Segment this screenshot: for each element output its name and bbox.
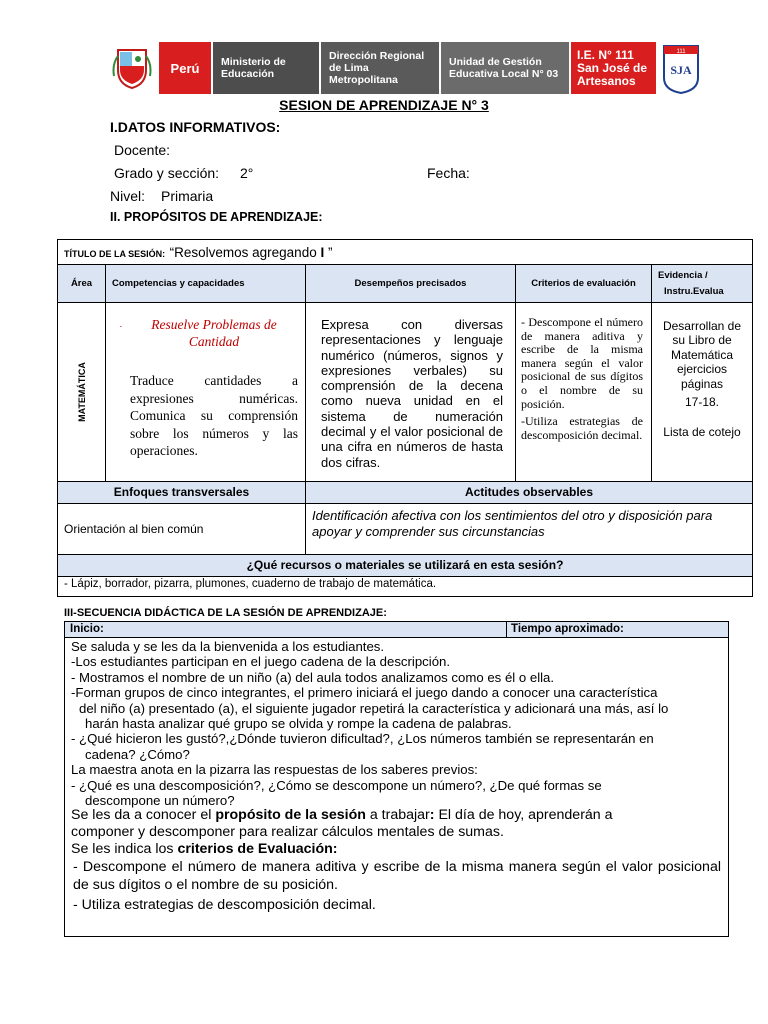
header-criterios-label: Criterios de evaluación	[531, 278, 636, 289]
inicio-line: -Los estudiantes participan en el juego cadena de la descripción.	[71, 654, 451, 670]
proposito-colon: :	[429, 807, 435, 823]
header-competencias: Competencias y capacidades	[106, 265, 305, 302]
secuencia-heading: III-SECUENCIA DIDÁCTICA DE LA SESIÓN DE APRENDIZAJE:	[64, 607, 387, 619]
inicio-header: Inicio:	[65, 622, 506, 637]
school-logo-text: SJA	[670, 63, 692, 77]
proposito-line-2: componer y descomponer para realizar cálculos mentales de sumas.	[71, 824, 504, 840]
evidencia-value: Desarrollan de su Libro de Matemática ejercicios páginas	[662, 319, 742, 391]
titulo-bold: I	[320, 245, 325, 260]
capacidades-text: Traduce cantidades a expresiones numéricas. Comunica su comprensión sobre los números y las operaciones.	[130, 373, 298, 458]
desempeno-cell: Expresa con diversas representaciones y lenguaje numérico (números, signos y expresiones verbales) su comprensión de la decena como nueva unidad en el sistema de numeración decimal y el valor posicional de una cifra en números de hasta dos cifras.	[306, 303, 515, 481]
fecha-label: Fecha:	[427, 165, 470, 181]
proposito-pre: Se les da a conocer el	[71, 807, 216, 823]
propositos-heading: II. PROPÓSITOS DE APRENDIZAJE:	[110, 210, 323, 224]
recursos-value: - Lápiz, borrador, pizarra, plumones, cuaderno de trabajo de matemática.	[58, 577, 752, 596]
inicio-line: del niño (a) presentado (a), el siguiente jugador repetirá la característica y adicionará una más, así lo	[79, 700, 669, 716]
competencia-title	[120, 316, 298, 350]
inicio-line: -Forman grupos de cinco integrantes, el primero iniciará el juego dando a conocer una característica	[71, 685, 658, 701]
tiempo-header: Tiempo aproximado:	[507, 622, 728, 637]
evidencia-cell	[652, 303, 752, 481]
docente-label: Docente:	[114, 142, 171, 158]
actitudes-header: Actitudes observables	[306, 482, 752, 503]
peru-coat-of-arms-icon	[104, 42, 159, 94]
enfoque-value: Orientación al bien común	[58, 504, 305, 554]
school-logo-icon	[662, 44, 700, 94]
institucion-label	[569, 42, 656, 94]
header-instru-label: Instru.Evalua	[664, 286, 724, 297]
proposito-block	[71, 807, 613, 858]
header-desempenos: Desempeños precisados	[306, 265, 515, 302]
area-cell	[58, 303, 105, 481]
peru-label: Perú	[159, 42, 211, 94]
titulo-label: TÍTULO DE LA SESIÓN:	[64, 249, 166, 259]
titulo-value: “Resolvemos agregando	[169, 245, 321, 260]
inicio-line: descompone un número?	[85, 793, 235, 809]
criterios-bold: criterios de Evaluación:	[177, 841, 338, 857]
header-banner	[104, 42, 656, 94]
recursos-header: ¿Qué recursos o materiales se utilizará en esta sesión?	[58, 555, 752, 576]
competencias-cell	[106, 303, 305, 481]
secuencia-table	[64, 621, 729, 937]
header-area: Área	[58, 265, 105, 302]
proposito-bold: propósito de la sesión	[215, 807, 366, 823]
ie-number: I.E. N° 111	[577, 47, 634, 62]
actitud-value: Identificación afectiva con los sentimientos del otro y disposición para apoyar y comprender sus circunstancias	[306, 504, 752, 554]
school-logo-number: 111	[676, 49, 686, 55]
grado-label: Grado y sección:	[114, 165, 220, 181]
instrumento-value: Lista de cotejo	[663, 425, 741, 440]
inicio-line: - Mostramos el nombre de un niño (a) del aula todos analizamos como es él o ella.	[71, 669, 555, 685]
enfoques-header: Enfoques transversales	[58, 482, 305, 503]
inicio-line: - ¿Qué hicieron les gustó?,¿Dónde tuvieron dificultad?, ¿Los números también se representarán en	[71, 731, 654, 747]
criterio-b: - Utiliza estrategias de descomposición decimal.	[73, 897, 376, 913]
proposito-line	[71, 807, 613, 824]
header-criterios	[516, 265, 651, 302]
ministerio-label: Ministerio de Educación	[211, 42, 319, 94]
criterio-2: -Utiliza estrategias de descomposición decimal.	[521, 414, 643, 442]
datos-heading: I.DATOS INFORMATIVOS:	[110, 119, 281, 135]
header-evidencia	[652, 265, 752, 302]
inicio-line: Se saluda y se les da la bienvenida a los estudiantes.	[71, 639, 385, 654]
criterios-pre: Se les indica los	[71, 841, 178, 857]
header-evidencia-label: Evidencia /	[658, 270, 708, 281]
criterio-1: - Descompone el número de manera aditiva y escribe de la misma manera según el valor posicional de sus dígitos o el nombre de su posición.	[521, 315, 643, 411]
direccion-regional-label: Dirección Regional de Lima Metropolitana	[319, 42, 439, 94]
inicio-line: cadena? ¿Cómo?	[85, 746, 190, 762]
titulo-end: ”	[324, 245, 333, 260]
inicio-line: - ¿Qué es una descomposición?, ¿Cómo se descompone un número?, ¿De qué formas se	[71, 777, 602, 793]
criterio-a: - Descompone el número de manera aditiva y escribe de la misma manera según el valor posicional de sus dígitos o el nombre de su posición.	[73, 859, 721, 893]
grado-value: 2°	[240, 165, 254, 181]
inicio-line: harán hasta analizar qué grupo se olvida y rompe la cadena de palabras.	[85, 716, 512, 732]
inicio-content	[65, 638, 728, 936]
competencia-title-text: Resuelve Problemas de Cantidad	[151, 317, 277, 349]
area-value: MATEMÁTICA	[76, 362, 87, 422]
inicio-lines	[71, 639, 668, 808]
evidencia-pages: 17-18.	[684, 395, 720, 410]
proposito-post: El día de hoy, aprenderán a	[434, 807, 613, 823]
nivel-label: Nivel:	[110, 188, 146, 204]
competencia-dot: .	[120, 319, 123, 329]
ugel-label: Unidad de Gestión Educativa Local N° 03	[439, 42, 569, 94]
page-title: SESION DE APRENDIZAJE N° 3	[279, 97, 489, 113]
ie-name: San José de Artesanos	[577, 60, 648, 88]
nivel-value: Primaria	[161, 188, 214, 204]
criterios-cell	[516, 303, 651, 481]
inicio-line: La maestra anota en la pizarra las respuestas de los saberes previos:	[71, 762, 478, 778]
proposito-mid: a trabajar	[365, 807, 430, 823]
propositos-table	[57, 239, 753, 597]
titulo-row	[58, 240, 752, 264]
